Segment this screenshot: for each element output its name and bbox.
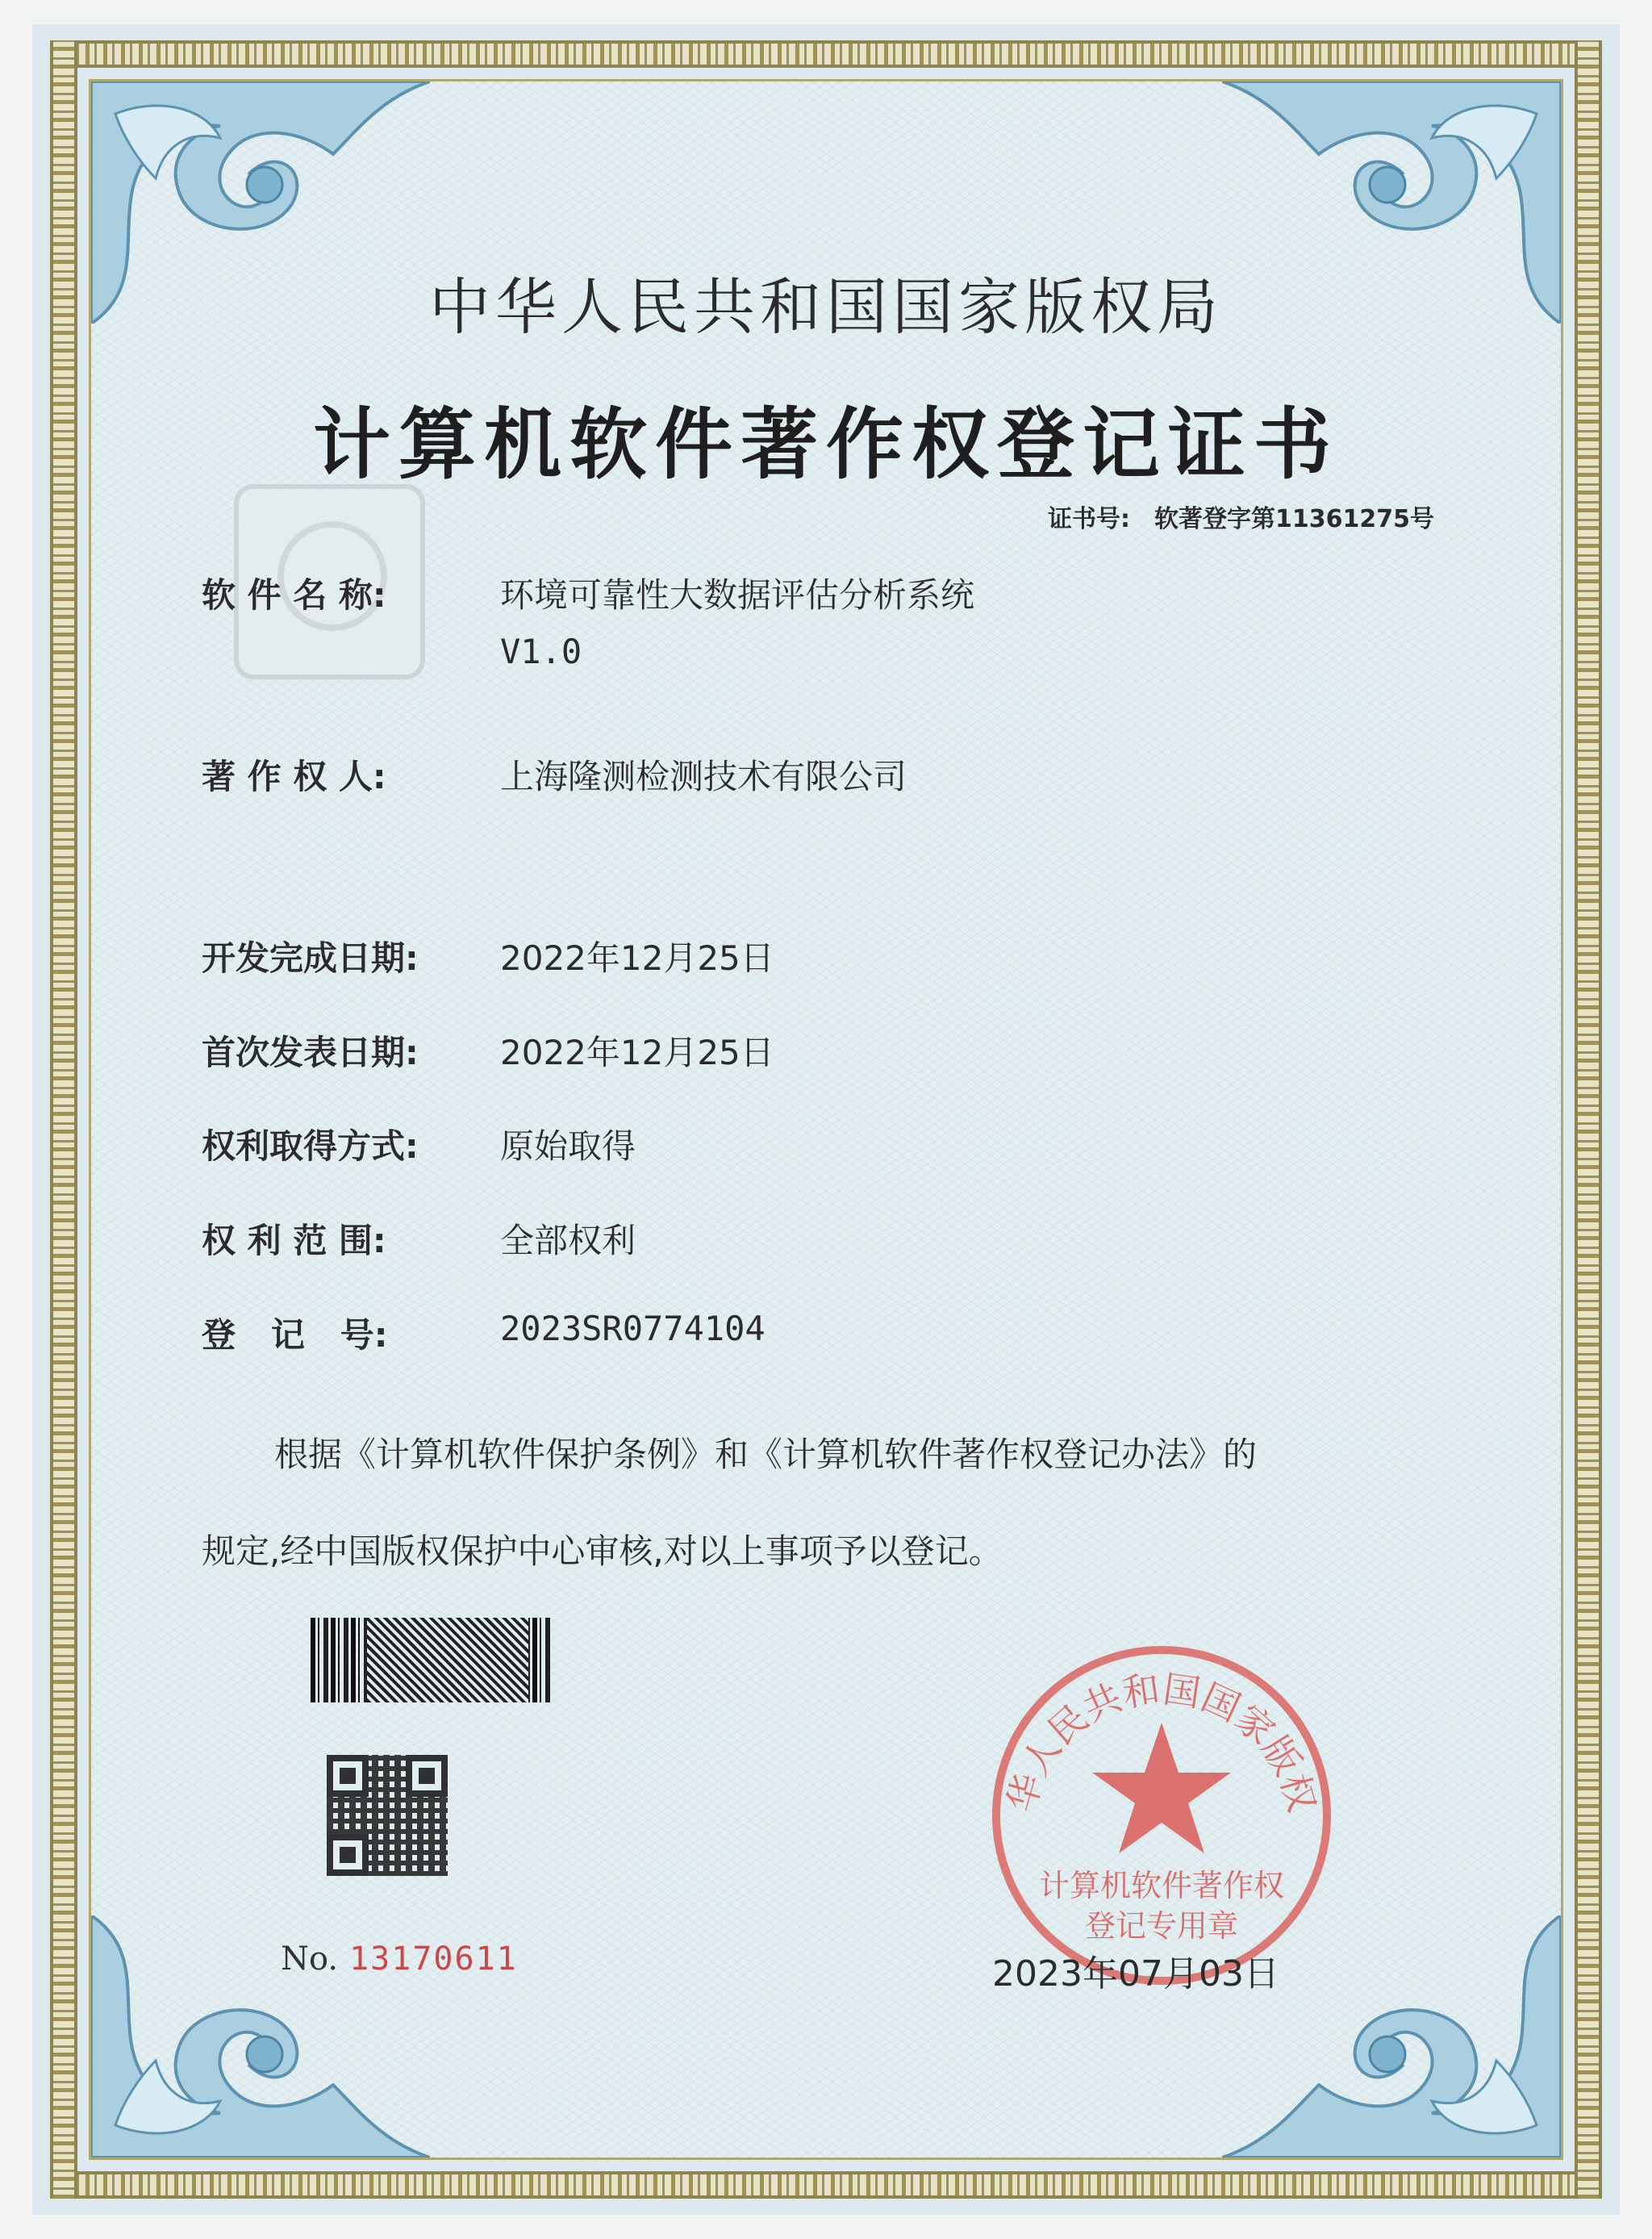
scope-label: 权 利 范 围:: [202, 1221, 386, 1260]
certificate-number-value: 软著登字第11361275号: [1154, 505, 1434, 533]
seal-outer-text: 华人民共和国国家版权: [999, 1666, 1325, 1817]
dev-date-label: 开发完成日期:: [202, 938, 419, 978]
pub-date-value: 2022年12月25日: [500, 1033, 774, 1072]
acquisition-value: 原始取得: [500, 1126, 636, 1166]
seal-star-icon: [1092, 1723, 1231, 1853]
dev-date-value: 2022年12月25日: [500, 938, 774, 978]
certificate-number-label: 证书号:: [1048, 505, 1130, 533]
row-owner: [202, 750, 907, 799]
row-registration-number: [202, 1309, 766, 1357]
registration-number-label: 登 记 号:: [202, 1315, 388, 1355]
fret-border-left: [50, 40, 77, 2199]
statement-line-2: 规定,经中国版权保护中心审核,对以上事项予以登记。: [202, 1531, 1003, 1571]
serial-number: [281, 1940, 518, 1978]
row-dev-date: [202, 932, 774, 980]
scope-value: 全部权利: [500, 1221, 636, 1260]
serial-value: 13170611: [349, 1940, 518, 1978]
pub-date-label: 首次发表日期:: [202, 1033, 419, 1072]
issuing-authority: 中华人民共和国国家版权局: [429, 271, 1223, 343]
registration-number-value: 2023SR0774104: [500, 1309, 766, 1348]
owner-value: 上海隆测检测技术有限公司: [500, 757, 907, 796]
row-pub-date: [202, 1026, 774, 1075]
software-name-value: 环境可靠性大数据评估分析系统: [500, 575, 975, 615]
row-software-name: [202, 569, 974, 671]
fret-border-bottom: [50, 2171, 1602, 2199]
row-acquisition: [202, 1120, 636, 1168]
barcode-icon: [311, 1618, 553, 1702]
certificate-title: 计算机软件著作权登记证书: [313, 399, 1339, 490]
owner-label: 著 作 权 人:: [202, 757, 386, 796]
row-scope: [202, 1214, 636, 1263]
certificate-number: [1048, 499, 1434, 534]
issue-date: 2023年07月03日: [992, 1953, 1279, 1995]
acquisition-label: 权利取得方式:: [202, 1126, 419, 1166]
statement-line-1: 根据《计算机软件保护条例》和《计算机软件著作权登记办法》的: [274, 1435, 1258, 1474]
fret-border-right: [1575, 40, 1602, 2199]
seal-inner-line-2: 登记专用章: [1084, 1908, 1239, 1944]
serial-label: No.: [281, 1940, 339, 1978]
qr-code-icon: [327, 1755, 448, 1876]
fret-border-top: [50, 40, 1602, 68]
software-version: V1.0: [500, 632, 582, 671]
software-name-label: 软 件 名 称:: [202, 575, 386, 615]
seal-inner-line-1: 计算机软件著作权: [1038, 1868, 1285, 1903]
